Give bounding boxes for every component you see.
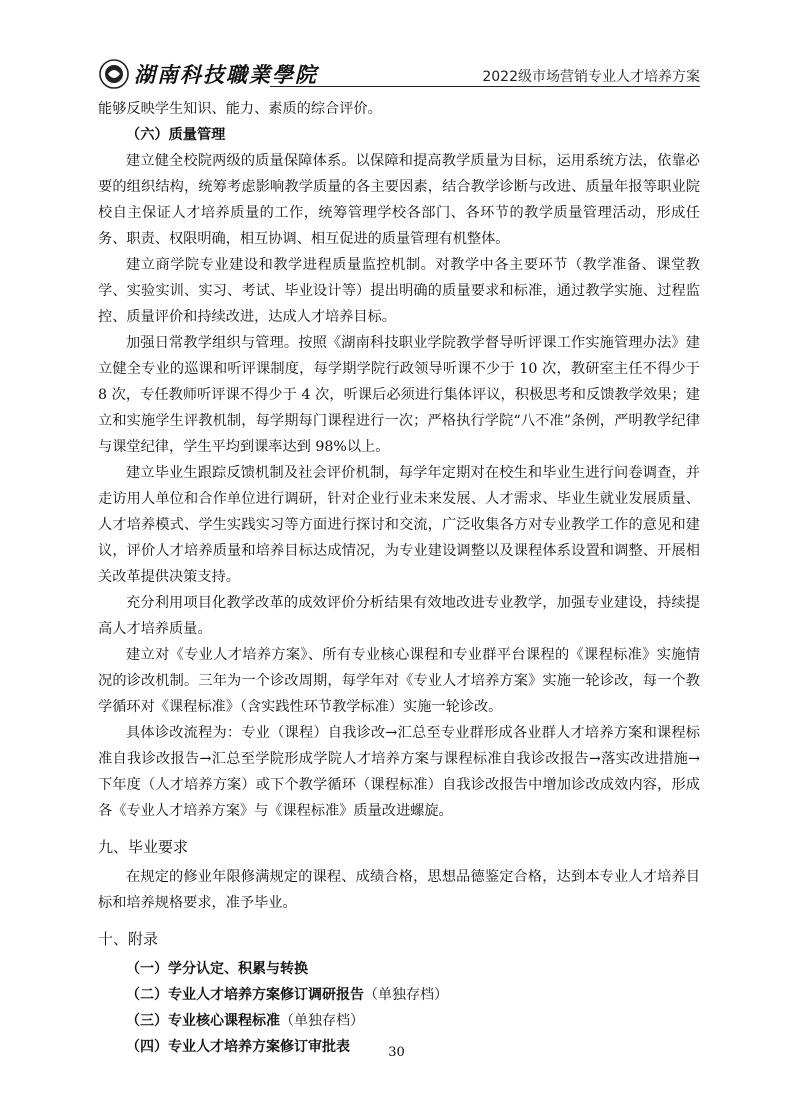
paragraph: 建立健全校院两级的质量保障体系。以保障和提高教学质量为目标，运用系统方法，依靠必要的组织结构，统筹考虑影响教学质量的各主要因素，结合教学诊断与改进、质量年报等职业院校自主保证人才培养质量的工作，统筹管理学校各部门、各环节的教学质量管理活动，形成任务、职责、权限明确，相互协调、相互促进的质量管理有机整体。 [98,153,700,247]
paragraph: 具体诊改流程为：专业（课程）自我诊改→汇总至专业群形成各业群人才培养方案和课程标准自我诊改报告→汇总至学院形成学院人才培养方案与课程标准自我诊改报告→落实改进措施→下年度（人才培养方案）或下个教学循环（课程标准）自我诊改报告中增加诊改成效内容，形成各《专业人才培养方案》与《课程标准》质量改进螺旋。 [98,725,700,819]
section-heading-appendix: 十、附录 [98,930,159,948]
paragraph: 建立商学院专业建设和教学进程质量监控机制。对教学中各主要环节（教学准备、课堂教学、实验实训、实习、考试、毕业设计等）提出明确的质量要求和标准，通过教学实施、过程监控、质量评价和持续改进，达成人才培养目标。 [98,257,700,325]
document-title: 2022级市场营销专业人才培养方案 [482,69,700,85]
section-heading-graduation: 九、毕业要求 [98,838,189,856]
paragraph: 建立对《专业人才培养方案》、所有专业核心课程和专业群平台课程的《课程标准》实施情况的诊改机制。三年为一个诊改周期，每学年对《专业人才培养方案》实施一轮诊改，每一个教学循环对《课程标准》（含实践性环节教学标准）实施一轮诊改。 [98,647,700,715]
page-number: 30 [388,1045,405,1060]
section-heading-quality: （六）质量管理 [126,127,226,143]
page-body [98,96,700,1060]
page-header [98,54,700,94]
paragraph: 加强日常教学组织与管理。按照《湖南科技职业学院教学督导听评课工作实施管理办法》建立健全专业的巡课和听评课制度，每学期学院行政领导听课不少于 10 次，教研室主任不得少于 8 次，专任教师听评课不得少于 4 次，听课后必须进行集体评议，积极思考和反馈教学效果；建立和实施学生评教机制，每学期每门课程进行一次；严格执行学院“八不准”条例，严明教学纪律与课堂纪律，学生平均到课率达到 98%以上。 [98,335,700,455]
svg-text:湖南科技職業學院: 湖南科技職業學院 [134,62,318,87]
header-divider [270,86,700,87]
appendix-item: （一）学分认定、积累与转换 [126,961,308,977]
paragraph: 充分利用项目化教学改革的成效评价分析结果有效地改进专业教学，加强专业建设，持续提高人才培养质量。 [98,595,700,637]
appendix-item: （二）专业人才培养方案修订调研报告（单独存档） [126,987,448,1003]
appendix-item: （三）专业核心课程标准（单独存档） [126,1013,364,1029]
paragraph: 建立毕业生跟踪反馈机制及社会评价机制，每学年定期对在校生和毕业生进行问卷调查，并走访用人单位和合作单位进行调研，针对企业行业未来发展、人才需求、毕业生就业发展质量、人才培养模式、学生实践实习等方面进行探讨和交流，广泛收集各方对专业教学工作的意见和建议，评价人才培养质量和培养目标达成情况，为专业建设调整以及课程体系设置和调整、开展相关改革提供决策支持。 [98,465,700,585]
paragraph: 能够反映学生知识、能力、素质的综合评价。 [98,101,382,117]
paragraph: 在规定的修业年限修满规定的课程、成绩合格，思想品德鉴定合格，达到本专业人才培养目标和培养规格要求，准予毕业。 [98,869,700,911]
appendix-item: （四）专业人才培养方案修订审批表 [126,1039,350,1055]
